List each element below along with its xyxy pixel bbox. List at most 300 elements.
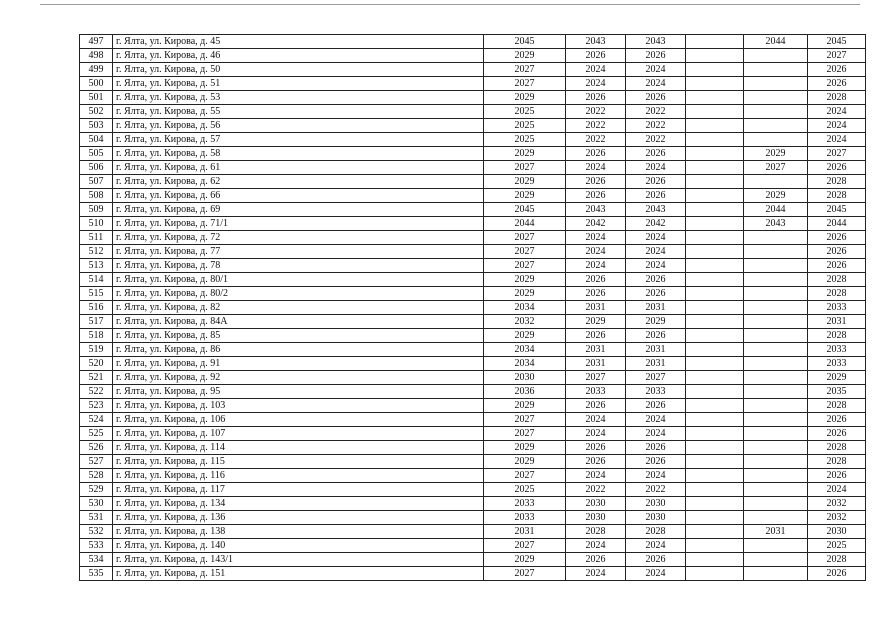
year-col-2: 2024 [566, 567, 626, 581]
address-cell: г. Ялта, ул. Кирова, д. 138 [113, 525, 484, 539]
year-col-4 [686, 329, 744, 343]
row-number: 534 [80, 553, 113, 567]
year-col-5 [744, 329, 808, 343]
table-row [80, 511, 866, 525]
row-number: 526 [80, 441, 113, 455]
year-col-4 [686, 315, 744, 329]
year-col-5 [744, 175, 808, 189]
year-col-5: 2029 [744, 147, 808, 161]
year-col-6: 2026 [808, 469, 866, 483]
year-col-4 [686, 385, 744, 399]
year-col-6: 2026 [808, 231, 866, 245]
year-col-6: 2026 [808, 161, 866, 175]
year-col-3: 2024 [626, 539, 686, 553]
year-col-3: 2024 [626, 161, 686, 175]
address-cell: г. Ялта, ул. Кирова, д. 151 [113, 567, 484, 581]
year-col-5 [744, 455, 808, 469]
year-col-3: 2026 [626, 553, 686, 567]
year-col-4 [686, 119, 744, 133]
row-number: 525 [80, 427, 113, 441]
year-col-6: 2033 [808, 301, 866, 315]
year-col-4 [686, 147, 744, 161]
year-col-4 [686, 301, 744, 315]
year-col-3: 2033 [626, 385, 686, 399]
table-row [80, 287, 866, 301]
year-col-6: 2028 [808, 175, 866, 189]
table-row [80, 315, 866, 329]
year-col-1: 2027 [484, 567, 566, 581]
year-col-3: 2026 [626, 147, 686, 161]
year-col-2: 2026 [566, 455, 626, 469]
year-col-6: 2031 [808, 315, 866, 329]
year-col-6: 2026 [808, 413, 866, 427]
year-col-5 [744, 133, 808, 147]
year-col-3: 2024 [626, 259, 686, 273]
year-col-1: 2045 [484, 203, 566, 217]
row-number: 527 [80, 455, 113, 469]
year-col-4 [686, 63, 744, 77]
year-col-3: 2026 [626, 287, 686, 301]
year-col-1: 2029 [484, 441, 566, 455]
row-number: 516 [80, 301, 113, 315]
row-number: 513 [80, 259, 113, 273]
year-col-5 [744, 77, 808, 91]
row-number: 509 [80, 203, 113, 217]
year-col-5 [744, 385, 808, 399]
address-cell: г. Ялта, ул. Кирова, д. 61 [113, 161, 484, 175]
row-number: 520 [80, 357, 113, 371]
year-col-2: 2043 [566, 203, 626, 217]
year-col-3: 2031 [626, 301, 686, 315]
year-col-1: 2029 [484, 147, 566, 161]
table-row [80, 553, 866, 567]
year-col-3: 2026 [626, 399, 686, 413]
table-row [80, 357, 866, 371]
year-col-3: 2027 [626, 371, 686, 385]
address-cell: г. Ялта, ул. Кирова, д. 56 [113, 119, 484, 133]
table-row [80, 427, 866, 441]
row-number: 519 [80, 343, 113, 357]
year-col-2: 2030 [566, 497, 626, 511]
year-col-1: 2029 [484, 399, 566, 413]
year-col-1: 2027 [484, 427, 566, 441]
table-row [80, 399, 866, 413]
year-col-6: 2027 [808, 147, 866, 161]
year-col-4 [686, 203, 744, 217]
year-col-2: 2024 [566, 161, 626, 175]
year-col-1: 2029 [484, 553, 566, 567]
year-col-1: 2034 [484, 357, 566, 371]
year-col-2: 2027 [566, 371, 626, 385]
year-col-6: 2026 [808, 427, 866, 441]
row-number: 522 [80, 385, 113, 399]
year-col-4 [686, 259, 744, 273]
row-number: 507 [80, 175, 113, 189]
year-col-1: 2044 [484, 217, 566, 231]
row-number: 517 [80, 315, 113, 329]
year-col-3: 2026 [626, 49, 686, 63]
table-row [80, 539, 866, 553]
table-row [80, 161, 866, 175]
year-col-2: 2022 [566, 105, 626, 119]
year-col-5 [744, 245, 808, 259]
year-col-5 [744, 63, 808, 77]
table-row [80, 371, 866, 385]
address-cell: г. Ялта, ул. Кирова, д. 136 [113, 511, 484, 525]
year-col-5 [744, 91, 808, 105]
year-col-1: 2029 [484, 91, 566, 105]
year-col-5 [744, 371, 808, 385]
address-cell: г. Ялта, ул. Кирова, д. 107 [113, 427, 484, 441]
table-row [80, 49, 866, 63]
year-col-2: 2029 [566, 315, 626, 329]
year-col-4 [686, 483, 744, 497]
year-col-5 [744, 413, 808, 427]
year-col-3: 2029 [626, 315, 686, 329]
address-cell: г. Ялта, ул. Кирова, д. 115 [113, 455, 484, 469]
year-col-2: 2022 [566, 483, 626, 497]
year-col-4 [686, 133, 744, 147]
year-col-1: 2029 [484, 287, 566, 301]
year-col-2: 2022 [566, 133, 626, 147]
year-col-1: 2030 [484, 371, 566, 385]
address-cell: г. Ялта, ул. Кирова, д. 46 [113, 49, 484, 63]
year-col-5 [744, 357, 808, 371]
row-number: 524 [80, 413, 113, 427]
year-col-6: 2028 [808, 189, 866, 203]
year-col-4 [686, 273, 744, 287]
year-col-4 [686, 77, 744, 91]
row-number: 521 [80, 371, 113, 385]
year-col-5: 2044 [744, 203, 808, 217]
year-col-3: 2024 [626, 469, 686, 483]
year-col-2: 2026 [566, 399, 626, 413]
year-col-3: 2024 [626, 245, 686, 259]
year-col-6: 2026 [808, 77, 866, 91]
year-col-3: 2043 [626, 203, 686, 217]
year-col-1: 2027 [484, 77, 566, 91]
year-col-2: 2026 [566, 441, 626, 455]
address-cell: г. Ялта, ул. Кирова, д. 116 [113, 469, 484, 483]
row-number: 528 [80, 469, 113, 483]
year-col-6: 2033 [808, 343, 866, 357]
year-col-6: 2030 [808, 525, 866, 539]
year-col-5: 2043 [744, 217, 808, 231]
year-col-3: 2026 [626, 175, 686, 189]
year-col-2: 2026 [566, 147, 626, 161]
year-col-4 [686, 553, 744, 567]
table-row [80, 147, 866, 161]
year-col-1: 2031 [484, 525, 566, 539]
year-col-3: 2022 [626, 105, 686, 119]
address-cell: г. Ялта, ул. Кирова, д. 143/1 [113, 553, 484, 567]
year-col-3: 2028 [626, 525, 686, 539]
address-cell: г. Ялта, ул. Кирова, д. 53 [113, 91, 484, 105]
year-col-6: 2029 [808, 371, 866, 385]
address-cell: г. Ялта, ул. Кирова, д. 45 [113, 35, 484, 49]
address-cell: г. Ялта, ул. Кирова, д. 58 [113, 147, 484, 161]
year-col-3: 2024 [626, 231, 686, 245]
address-cell: г. Ялта, ул. Кирова, д. 84А [113, 315, 484, 329]
year-col-5 [744, 273, 808, 287]
row-number: 510 [80, 217, 113, 231]
row-number: 508 [80, 189, 113, 203]
year-col-5 [744, 259, 808, 273]
year-col-1: 2029 [484, 175, 566, 189]
table-row [80, 133, 866, 147]
year-col-4 [686, 49, 744, 63]
year-col-3: 2043 [626, 35, 686, 49]
table-row [80, 343, 866, 357]
year-col-6: 2033 [808, 357, 866, 371]
address-cell: г. Ялта, ул. Кирова, д. 82 [113, 301, 484, 315]
year-col-1: 2036 [484, 385, 566, 399]
table-row [80, 497, 866, 511]
address-cell: г. Ялта, ул. Кирова, д. 80/2 [113, 287, 484, 301]
table-body [80, 35, 866, 581]
year-col-5 [744, 427, 808, 441]
address-cell: г. Ялта, ул. Кирова, д. 72 [113, 231, 484, 245]
year-col-6: 2028 [808, 399, 866, 413]
year-col-2: 2030 [566, 511, 626, 525]
year-col-2: 2024 [566, 259, 626, 273]
table-row [80, 175, 866, 189]
year-col-4 [686, 441, 744, 455]
address-cell: г. Ялта, ул. Кирова, д. 62 [113, 175, 484, 189]
address-cell: г. Ялта, ул. Кирова, д. 86 [113, 343, 484, 357]
row-number: 497 [80, 35, 113, 49]
address-cell: г. Ялта, ул. Кирова, д. 95 [113, 385, 484, 399]
row-number: 512 [80, 245, 113, 259]
year-col-1: 2027 [484, 63, 566, 77]
address-cell: г. Ялта, ул. Кирова, д. 50 [113, 63, 484, 77]
year-col-5 [744, 343, 808, 357]
year-col-4 [686, 343, 744, 357]
year-col-6: 2026 [808, 567, 866, 581]
year-col-3: 2042 [626, 217, 686, 231]
year-col-2: 2024 [566, 231, 626, 245]
housing-schedule-table [79, 34, 866, 581]
row-number: 523 [80, 399, 113, 413]
table-row [80, 525, 866, 539]
row-number: 531 [80, 511, 113, 525]
year-col-1: 2045 [484, 35, 566, 49]
row-number: 505 [80, 147, 113, 161]
table-row [80, 259, 866, 273]
year-col-1: 2025 [484, 133, 566, 147]
row-number: 498 [80, 49, 113, 63]
year-col-2: 2031 [566, 301, 626, 315]
address-cell: г. Ялта, ул. Кирова, д. 140 [113, 539, 484, 553]
year-col-2: 2026 [566, 91, 626, 105]
year-col-1: 2025 [484, 105, 566, 119]
year-col-4 [686, 469, 744, 483]
row-number: 504 [80, 133, 113, 147]
table-row [80, 245, 866, 259]
year-col-6: 2026 [808, 63, 866, 77]
year-col-4 [686, 413, 744, 427]
year-col-5 [744, 301, 808, 315]
year-col-2: 2031 [566, 357, 626, 371]
year-col-3: 2022 [626, 119, 686, 133]
year-col-1: 2034 [484, 343, 566, 357]
address-cell: г. Ялта, ул. Кирова, д. 55 [113, 105, 484, 119]
year-col-2: 2042 [566, 217, 626, 231]
year-col-2: 2043 [566, 35, 626, 49]
year-col-5 [744, 399, 808, 413]
year-col-2: 2026 [566, 175, 626, 189]
year-col-6: 2044 [808, 217, 866, 231]
year-col-4 [686, 105, 744, 119]
year-col-1: 2027 [484, 231, 566, 245]
year-col-4 [686, 189, 744, 203]
address-cell: г. Ялта, ул. Кирова, д. 77 [113, 245, 484, 259]
year-col-5 [744, 49, 808, 63]
year-col-5: 2031 [744, 525, 808, 539]
address-cell: г. Ялта, ул. Кирова, д. 91 [113, 357, 484, 371]
year-col-2: 2024 [566, 539, 626, 553]
table-row [80, 63, 866, 77]
year-col-3: 2022 [626, 483, 686, 497]
year-col-2: 2026 [566, 287, 626, 301]
year-col-5 [744, 539, 808, 553]
address-cell: г. Ялта, ул. Кирова, д. 134 [113, 497, 484, 511]
year-col-6: 2028 [808, 287, 866, 301]
year-col-1: 2027 [484, 259, 566, 273]
year-col-1: 2027 [484, 469, 566, 483]
year-col-3: 2031 [626, 357, 686, 371]
year-col-3: 2024 [626, 63, 686, 77]
year-col-4 [686, 511, 744, 525]
table-row [80, 217, 866, 231]
year-col-2: 2024 [566, 413, 626, 427]
year-col-2: 2028 [566, 525, 626, 539]
year-col-5 [744, 119, 808, 133]
row-number: 530 [80, 497, 113, 511]
year-col-3: 2024 [626, 427, 686, 441]
year-col-2: 2024 [566, 63, 626, 77]
year-col-6: 2026 [808, 245, 866, 259]
address-cell: г. Ялта, ул. Кирова, д. 78 [113, 259, 484, 273]
year-col-5: 2027 [744, 161, 808, 175]
year-col-5 [744, 441, 808, 455]
year-col-3: 2026 [626, 189, 686, 203]
year-col-6: 2045 [808, 203, 866, 217]
year-col-1: 2027 [484, 539, 566, 553]
address-cell: г. Ялта, ул. Кирова, д. 114 [113, 441, 484, 455]
row-number: 532 [80, 525, 113, 539]
year-col-3: 2026 [626, 273, 686, 287]
year-col-2: 2031 [566, 343, 626, 357]
year-col-4 [686, 357, 744, 371]
table-row [80, 91, 866, 105]
address-cell: г. Ялта, ул. Кирова, д. 69 [113, 203, 484, 217]
year-col-1: 2025 [484, 119, 566, 133]
table-row [80, 189, 866, 203]
year-col-3: 2022 [626, 133, 686, 147]
table-row [80, 413, 866, 427]
row-number: 511 [80, 231, 113, 245]
row-number: 500 [80, 77, 113, 91]
year-col-1: 2027 [484, 161, 566, 175]
row-number: 515 [80, 287, 113, 301]
table-row [80, 483, 866, 497]
year-col-5 [744, 497, 808, 511]
year-col-5 [744, 469, 808, 483]
table-row [80, 119, 866, 133]
table-row [80, 301, 866, 315]
year-col-5 [744, 511, 808, 525]
row-number: 529 [80, 483, 113, 497]
year-col-4 [686, 231, 744, 245]
table-row [80, 455, 866, 469]
year-col-5 [744, 553, 808, 567]
row-number: 503 [80, 119, 113, 133]
year-col-6: 2028 [808, 553, 866, 567]
year-col-1: 2032 [484, 315, 566, 329]
scan-top-rule [40, 4, 860, 5]
row-number: 506 [80, 161, 113, 175]
year-col-4 [686, 525, 744, 539]
year-col-1: 2029 [484, 189, 566, 203]
year-col-4 [686, 287, 744, 301]
year-col-4 [686, 539, 744, 553]
year-col-3: 2030 [626, 511, 686, 525]
year-col-5 [744, 567, 808, 581]
year-col-6: 2032 [808, 511, 866, 525]
year-col-3: 2026 [626, 455, 686, 469]
year-col-2: 2024 [566, 245, 626, 259]
table-row [80, 203, 866, 217]
year-col-6: 2024 [808, 133, 866, 147]
table-row [80, 77, 866, 91]
year-col-2: 2026 [566, 189, 626, 203]
address-cell: г. Ялта, ул. Кирова, д. 92 [113, 371, 484, 385]
year-col-4 [686, 245, 744, 259]
year-col-6: 2028 [808, 441, 866, 455]
address-cell: г. Ялта, ул. Кирова, д. 71/1 [113, 217, 484, 231]
year-col-6: 2028 [808, 273, 866, 287]
year-col-4 [686, 427, 744, 441]
year-col-3: 2030 [626, 497, 686, 511]
row-number: 502 [80, 105, 113, 119]
year-col-2: 2033 [566, 385, 626, 399]
table-row [80, 105, 866, 119]
year-col-4 [686, 497, 744, 511]
row-number: 514 [80, 273, 113, 287]
table-row [80, 469, 866, 483]
year-col-1: 2033 [484, 511, 566, 525]
table-row [80, 441, 866, 455]
year-col-6: 2024 [808, 483, 866, 497]
address-cell: г. Ялта, ул. Кирова, д. 57 [113, 133, 484, 147]
address-cell: г. Ялта, ул. Кирова, д. 117 [113, 483, 484, 497]
year-col-4 [686, 455, 744, 469]
year-col-6: 2028 [808, 455, 866, 469]
year-col-2: 2024 [566, 77, 626, 91]
year-col-1: 2027 [484, 413, 566, 427]
table-row [80, 35, 866, 49]
year-col-5 [744, 315, 808, 329]
year-col-1: 2027 [484, 245, 566, 259]
year-col-1: 2029 [484, 329, 566, 343]
address-cell: г. Ялта, ул. Кирова, д. 51 [113, 77, 484, 91]
year-col-2: 2022 [566, 119, 626, 133]
year-col-4 [686, 175, 744, 189]
row-number: 533 [80, 539, 113, 553]
address-cell: г. Ялта, ул. Кирова, д. 103 [113, 399, 484, 413]
year-col-2: 2026 [566, 49, 626, 63]
